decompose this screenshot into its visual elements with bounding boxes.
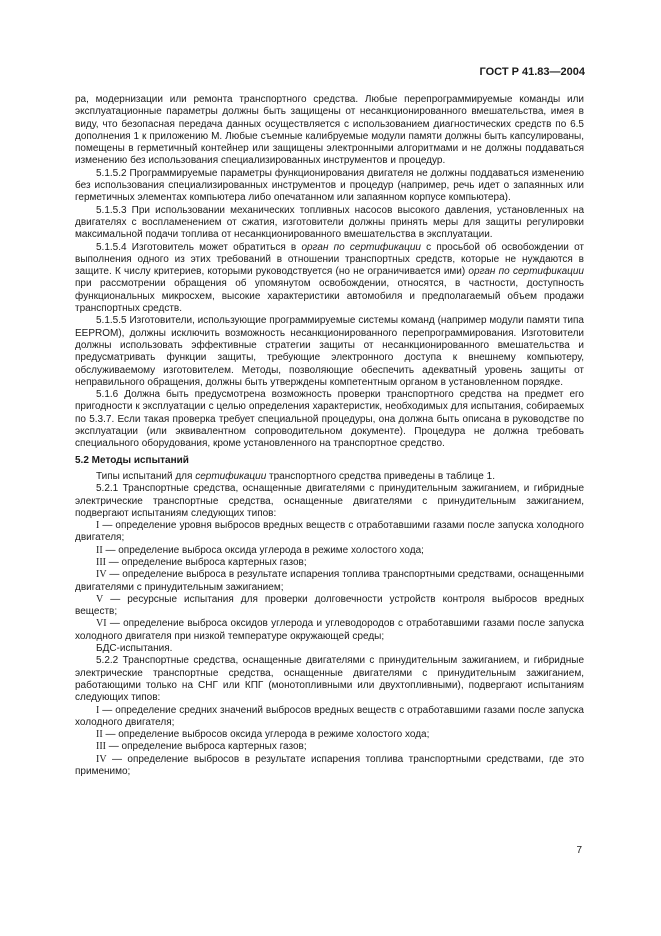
list-item-type-6 bbox=[75, 618, 584, 643]
paragraph-text: с просьбой об освобождении от выполнения одного из этих требований в отношении транспортных средств, которые не нуждаются в защите. К числу критериев, которыми руководствуется (но не ограничивается ими) bbox=[75, 241, 585, 278]
roman-numeral: I bbox=[96, 520, 100, 532]
paragraph-text: транспортного средства приведены в таблице 1. bbox=[266, 470, 495, 482]
italic-term: орган по сертификации bbox=[468, 266, 584, 278]
paragraph-5-2-1: 5.2.1 Транспортные средства, оснащенные двигателями с принудительным зажиганием, и гибридные электрические транспортные средства, оснащенные двигателями с принудительным зажиганием, подвергают испытаниям следующих типов: bbox=[75, 483, 584, 519]
roman-numeral: V bbox=[96, 593, 104, 605]
italic-term: сертификации bbox=[195, 470, 267, 482]
list-item-type-3 bbox=[75, 557, 584, 569]
paragraph-5-1-5-3: 5.1.5.3 При использовании механических топливных насосов высокого давления, установленных на двигателях с воспламенением от сжатия, изготовители должны принять меры для защиты регулировки максимальной подачи топлива от несанкционированного вмешательства в эксплуатации. bbox=[75, 204, 584, 241]
list-item-text: — определение выброса картерных газов; bbox=[106, 556, 307, 568]
list-item-type-2-lpg bbox=[75, 729, 584, 741]
list-item-type-4-lpg bbox=[75, 754, 584, 779]
document-body bbox=[75, 94, 584, 778]
list-item-type-2 bbox=[75, 545, 584, 557]
paragraph-5-1-5-4 bbox=[75, 242, 584, 316]
paragraph-5-2-2: 5.2.2 Транспортные средства, оснащенные двигателями с принудительным зажиганием, и гибридные электрические транспортные средства, оснащенные двигателями с принудительным зажиганием, работающими только на СНГ или КПГ (монотопливными или двухтопливными), подвергают испытаниям следующих типов: bbox=[75, 655, 584, 704]
list-item-text: — определение уровня выбросов вредных веществ с отработавшими газами после запуска холодного двигателя; bbox=[75, 520, 584, 544]
roman-numeral: I bbox=[96, 704, 100, 716]
paragraph-5-1-5-5: 5.1.5.5 Изготовители, использующие программируемые системы команд (например модули памяти типа EEPROM), должны исключить возможность несанкционированного перепрограммирования. Изготовители должны использовать эффективные стратегии защиты от несанкционированного вмешательства и предусматривать функции защиты, требующие электронного доступа к внешнему компьютеру, обслуживаемому изготовителем. Методы, позволяющие обеспечить адекватный уровень защиты от неправильного обращения, должны быть утверждены компетентным органом в установленном порядке. bbox=[75, 315, 584, 388]
list-item-text: — определение выбросов в результате испарения топлива транспортными средствами, где это применимо; bbox=[75, 753, 584, 778]
roman-numeral: II bbox=[96, 544, 103, 556]
paragraph-text: 5.1.5.4 Изготовитель может обратиться в bbox=[96, 241, 302, 253]
list-item-text: — определение выброса оксидов углерода и углеводородов с отработавшими газами после запуска холодного двигателя при низкой температуре окружающей среды; bbox=[75, 618, 584, 642]
list-item-type-3-lpg bbox=[75, 741, 584, 753]
list-item-text: — определение средних значений выбросов вредных веществ с отработавшими газами после запуска холодного двигателя; bbox=[75, 704, 584, 728]
paragraph-continuation: ра, модернизации или ремонта транспортного средства. Любые перепрограммируемые команды или эксплуатационные параметры должны быть защищены от несанкционированного вмешательства, имея в виду, что безопасная передача данных осуществляется с использованием диагностических средств по 6.5 дополнения 1 к приложению М. Любые съемные калибруемые модули памяти должны быть капсулированы, помещены в герметичный контейнер или защищены электронными алгоритмами и не должны поддаваться изменению без использования специализированных инструментов и процедур. bbox=[75, 94, 584, 167]
list-item-type-1-lpg bbox=[75, 705, 584, 730]
paragraph-5-1-6: 5.1.6 Должна быть предусмотрена возможность проверки транспортного средства на предмет его пригодности к эксплуатации с целью определения характеристик, необходимых для испытания, собираемых по 5.3.7. Если такая проверка требует специальной процедуры, она должна быть описана в руководстве по эксплуатации (или эквивалентном сопроводительном документе). Процедура не должна требовать специального оборудования, кроме установленного на транспортное средство. bbox=[75, 389, 584, 450]
roman-numeral: III bbox=[96, 741, 106, 753]
roman-numeral: III bbox=[96, 556, 106, 568]
list-item-text: — определение выброса картерных газов; bbox=[106, 741, 307, 753]
list-item-type-4 bbox=[75, 569, 584, 594]
roman-numeral: IV bbox=[96, 569, 107, 581]
section-heading-5-2: 5.2 Методы испытаний bbox=[75, 454, 189, 466]
roman-numeral: II bbox=[96, 729, 103, 741]
page-number: 7 bbox=[576, 845, 582, 856]
list-item-text: — определение выбросов оксида углерода в режиме холостого хода; bbox=[102, 729, 430, 741]
list-item-text: — определение выброса оксида углерода в режиме холостого хода; bbox=[102, 544, 424, 556]
list-item-text: — ресурсные испытания для проверки долговечности устройств контроля выбросов вредных веществ; bbox=[75, 593, 584, 618]
list-item-type-5 bbox=[75, 594, 584, 619]
roman-numeral: IV bbox=[96, 753, 107, 765]
list-item-bds: БДС-испытания. bbox=[96, 643, 173, 655]
roman-numeral: VI bbox=[96, 618, 107, 630]
standard-code-header: ГОСТ Р 41.83—2004 bbox=[479, 66, 585, 78]
paragraph-5-1-5-2: 5.1.5.2 Программируемые параметры функционирования двигателя не должны поддаваться изменению без использования специализированных инструментов и процедур (например, речь идет о запаянных или герметичных элементах компьютера либо опечатанном или запаянном корпусе компьютера). bbox=[75, 167, 584, 204]
paragraph-text: Типы испытаний для bbox=[96, 470, 196, 482]
paragraph-test-types-intro bbox=[75, 471, 584, 483]
paragraph-text: при рассмотрении обращения об упомянутом освобождении, относятся, в частности, доступность функциональных микросхем, высокие характеристики автомобиля и предполагаемый объем продажи транспортных средств. bbox=[75, 278, 584, 315]
list-item-type-1 bbox=[75, 520, 584, 545]
list-item-text: — определение выброса в результате испарения топлива транспортными средствами, оснащенными двигателями с принудительным зажиганием; bbox=[75, 569, 584, 593]
italic-term: орган по сертификации bbox=[301, 241, 421, 253]
